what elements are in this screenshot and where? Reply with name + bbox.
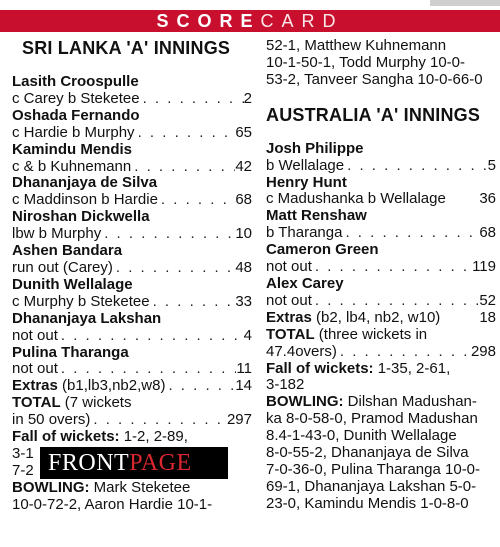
- batter-row: [12, 294, 252, 311]
- batter-row: [12, 260, 252, 277]
- runs: 52: [479, 291, 496, 309]
- batter-name: Dunith Wellalage: [12, 275, 133, 293]
- extras-runs: 18: [479, 308, 496, 326]
- leader-dots: [113, 260, 235, 277]
- leader-dots: [140, 91, 244, 108]
- sri-lanka-column: [12, 36, 252, 514]
- fow-line-1: [12, 429, 252, 446]
- bowling-line-4: 8-0-55-2, Dhananjaya de Silva: [266, 444, 469, 462]
- leader-dots: [158, 192, 235, 209]
- runs: 119: [472, 258, 496, 276]
- australia-batting-list: [266, 141, 496, 310]
- bowling-line-3: 8.4-1-43-0, Dunith Wellalage: [266, 427, 457, 445]
- watermark-text-white: FRONT: [48, 450, 130, 476]
- dismissal: c Maddinson b Hardie: [12, 191, 158, 209]
- dismissal: c & b Kuhnemann: [12, 157, 132, 175]
- extras-runs: 14: [235, 377, 252, 395]
- batter-name: Henry Hunt: [266, 173, 347, 191]
- fow-label: Fall of wickets:: [266, 359, 374, 377]
- dismissal: b Tharanga: [266, 224, 343, 242]
- batter-row: [12, 91, 252, 108]
- leader-dots: [90, 412, 227, 429]
- dismissal: c Murphy b Steketee: [12, 292, 150, 310]
- leader-dots: [165, 378, 235, 395]
- bowling-line-5: 7-0-36-0, Pulina Tharanga 10-0-: [266, 460, 481, 478]
- frontpage-watermark-logo: [40, 447, 228, 479]
- bowling-line-1: [266, 394, 496, 411]
- leader-dots: [312, 259, 472, 276]
- batter-row: [12, 159, 252, 176]
- batter-name: Ashen Bandara: [12, 242, 123, 260]
- bowling-line-2: 10-0-72-2, Aaron Hardie 10-1-: [12, 495, 213, 513]
- batter-name: Matt Renshaw: [266, 207, 367, 225]
- total-detail-1: (three wickets in: [318, 325, 428, 343]
- batter-name: Pulina Tharanga: [12, 343, 129, 361]
- dismissal: b Wellalage: [266, 156, 345, 174]
- leader-dots: [58, 361, 237, 378]
- leader-dots: [58, 328, 244, 345]
- runs: 5: [487, 156, 496, 174]
- batter-name: Oshada Fernando: [12, 106, 140, 124]
- leader-dots: [135, 125, 236, 142]
- sl-bowling-cont-2: 10-1-50-1, Todd Murphy 10-0-: [266, 53, 465, 71]
- extras-detail: (b2, lb4, nb2, w10): [316, 308, 441, 326]
- total-line-1: [12, 395, 252, 412]
- runs: 11: [236, 360, 252, 378]
- dismissal: not out: [12, 326, 58, 344]
- dismissal: not out: [266, 258, 312, 276]
- extras-label: Extras: [266, 308, 312, 326]
- sri-lanka-innings-title: SRI LANKA 'A' INNINGS: [22, 38, 231, 58]
- total-runs: 298: [470, 342, 496, 360]
- batter-name: Kamindu Mendis: [12, 140, 133, 158]
- sri-lanka-batting-list: [12, 74, 252, 378]
- runs: 4: [243, 326, 252, 344]
- fow-text-1: 1-35, 2-61,: [377, 359, 451, 377]
- total-row: [12, 412, 252, 429]
- runs: 36: [479, 190, 496, 208]
- sl-bowling-cont-1: 52-1, Matthew Kuhnemann: [266, 37, 447, 54]
- bowling-text-1: Mark Steketee: [93, 478, 191, 496]
- runs: 48: [235, 258, 252, 276]
- leader-dots: [337, 344, 471, 361]
- total-detail-2: 47.4overs): [266, 342, 337, 360]
- batter-name: Cameron Green: [266, 241, 379, 259]
- runs: 2: [243, 89, 252, 107]
- australia-innings-title: AUSTRALIA 'A' INNINGS: [266, 104, 481, 125]
- leader-dots: [150, 294, 236, 311]
- leader-dots: [101, 226, 235, 243]
- leader-dots: [312, 293, 479, 310]
- batter-row: [266, 191, 496, 208]
- batter-row: [12, 328, 252, 345]
- australia-column: [266, 38, 496, 513]
- runs: 68: [479, 224, 496, 242]
- batter-name: Dhananjaya Lakshan: [12, 309, 162, 327]
- header-title-bold: SCORE: [156, 11, 261, 31]
- bowling-line-7: 23-0, Kamindu Mendis 1-0-8-0: [266, 494, 469, 512]
- watermark-text-red: PAGE: [129, 450, 192, 476]
- fow-line-2: 3-1: [12, 444, 34, 462]
- fow-line-3: 7-2: [12, 461, 34, 479]
- total-label: TOTAL: [12, 394, 61, 412]
- fow-text-1: 1-2, 2-89,: [123, 428, 188, 446]
- extras-label: Extras: [12, 377, 58, 395]
- fow-line-1: [266, 361, 496, 378]
- dismissal: c Hardie b Murphy: [12, 123, 135, 141]
- bowling-line-1: [12, 480, 252, 497]
- extras-row: [12, 378, 252, 395]
- batter-name: Josh Philippe: [266, 139, 364, 157]
- batter-row: [12, 125, 252, 142]
- batter-row: [266, 158, 496, 175]
- runs: 33: [235, 292, 252, 310]
- fow-label: Fall of wickets:: [12, 428, 120, 446]
- corner-gray-bar: [430, 0, 500, 6]
- total-detail-1: (7 wickets: [64, 394, 132, 412]
- runs: 65: [235, 123, 252, 141]
- batter-name: Niroshan Dickwella: [12, 208, 150, 226]
- batter-row: [266, 225, 496, 242]
- leader-dots: [131, 159, 235, 176]
- dismissal: run out (Carey): [12, 258, 113, 276]
- leader-dots: [342, 225, 479, 242]
- bowling-text-1: Dilshan Madushan-: [347, 393, 477, 411]
- runs: 42: [235, 157, 252, 175]
- sl-bowling-cont-3: 53-2, Tanveer Sangha 10-0-66-0: [266, 70, 483, 88]
- batter-row: [12, 192, 252, 209]
- scorecard-header: [0, 10, 500, 32]
- total-line-1: [266, 327, 496, 344]
- runs: 10: [235, 225, 252, 243]
- total-detail-2: in 50 overs): [12, 411, 91, 429]
- bowling-label: BOWLING:: [12, 478, 90, 496]
- bowling-line-6: 69-1, Dhananjaya Lakshan 5-0-: [266, 477, 477, 495]
- total-runs: 297: [226, 411, 252, 429]
- extras-row: [266, 310, 496, 327]
- dismissal: not out: [266, 291, 312, 309]
- dismissal: not out: [12, 360, 58, 378]
- dismissal: lbw b Murphy: [12, 225, 102, 243]
- fow-line-2: 3-182: [266, 376, 305, 394]
- batter-row: [266, 293, 496, 310]
- bowling-line-2: ka 8-0-58-0, Pramod Madushan: [266, 410, 478, 428]
- total-label: TOTAL: [266, 325, 315, 343]
- batter-name: Alex Carey: [266, 274, 344, 292]
- header-title-light: CARD: [260, 11, 344, 31]
- batter-row: [266, 259, 496, 276]
- batter-name: Dhananjaya de Silva: [12, 174, 158, 192]
- dismissal: c Carey b Steketee: [12, 89, 140, 107]
- batter-name: Lasith Croospulle: [12, 73, 139, 90]
- batter-row: [12, 361, 252, 378]
- runs: 68: [235, 191, 252, 209]
- dismissal: c Madushanka b Wellalage: [266, 190, 446, 208]
- extras-detail: (b1,lb3,nb2,w8): [62, 377, 166, 395]
- leader-dots: [344, 158, 488, 175]
- bowling-label: BOWLING:: [266, 393, 344, 411]
- batter-row: [12, 226, 252, 243]
- total-row: [266, 344, 496, 361]
